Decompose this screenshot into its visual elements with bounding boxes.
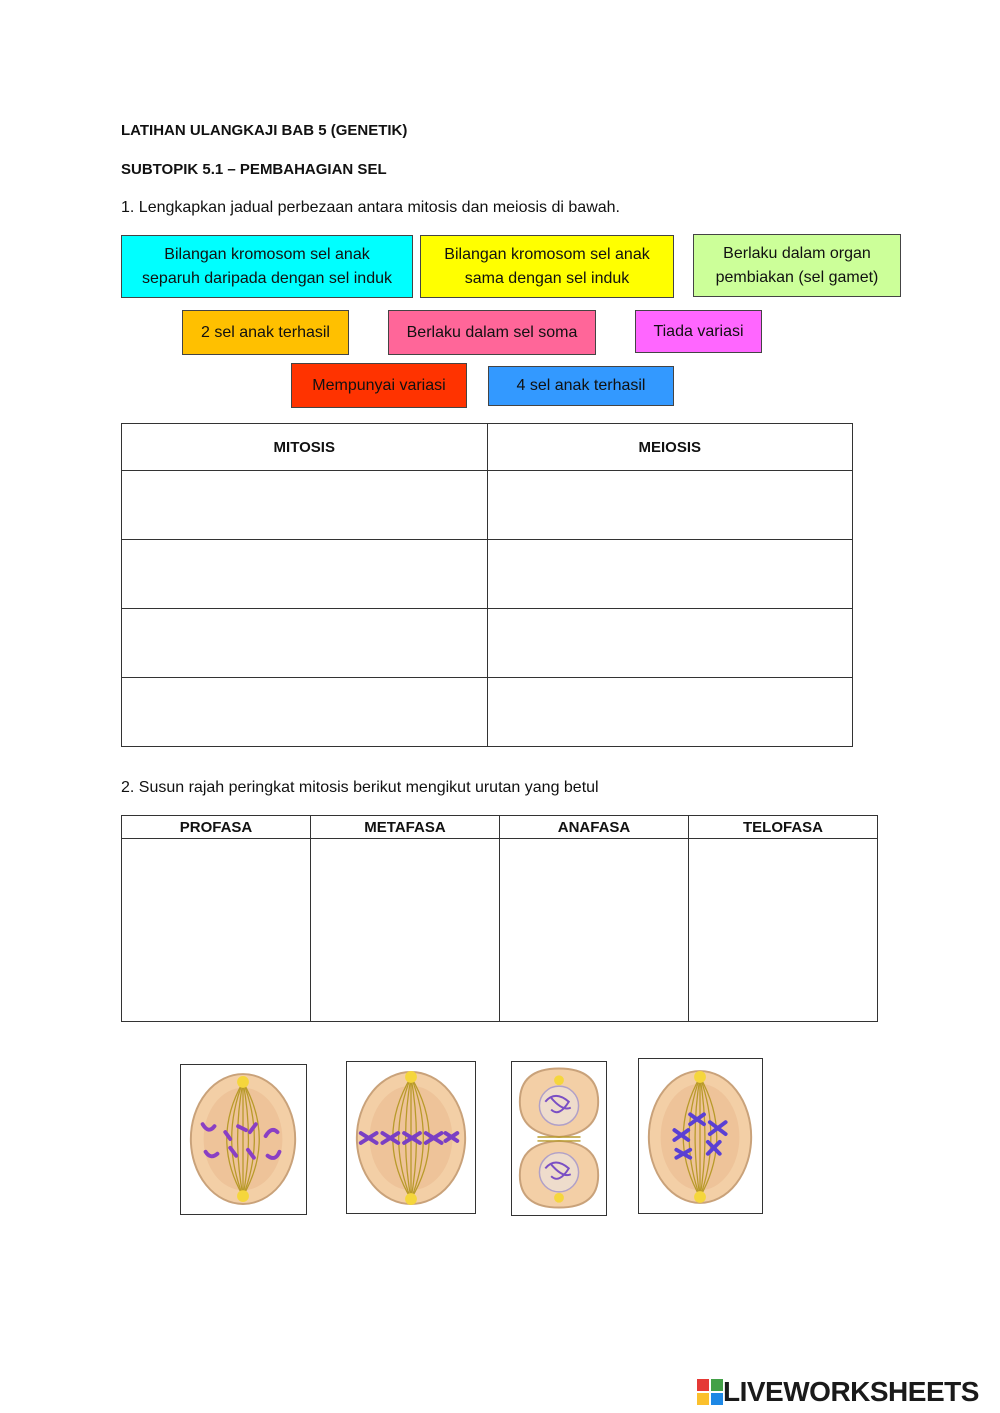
card-line: Bilangan kromosom sel anak (164, 245, 370, 263)
card-line: separuh daripada dengan sel induk (142, 269, 392, 287)
mitosis-meiosis-table (121, 423, 853, 747)
card-line: sama dengan sel induk (464, 269, 630, 287)
header-telofasa: TELOFASA (689, 816, 878, 839)
card-line: pembiakan (sel gamet) (715, 268, 879, 286)
drop-zone[interactable] (487, 609, 853, 678)
card-line: Berlaku dalam organ (723, 244, 871, 262)
drop-zone[interactable] (311, 839, 500, 1022)
drop-zone[interactable] (122, 471, 488, 540)
answer-card-no-variation[interactable] (635, 310, 762, 353)
drop-zone[interactable] (487, 678, 853, 747)
anaphase-cell-icon[interactable] (180, 1064, 307, 1215)
answer-card-same-chromosomes[interactable] (420, 235, 674, 298)
mitosis-stages-table (121, 815, 878, 1022)
header-anafasa: ANAFASA (500, 816, 689, 839)
answer-card-has-variation[interactable] (291, 363, 467, 408)
header-profasa: PROFASA (122, 816, 311, 839)
question-1-text: 1. Lengkapkan jadual perbezaan antara mitosis dan meiosis di bawah. (121, 199, 620, 216)
question-2-text: 2. Susun rajah peringkat mitosis berikut mengikut urutan yang betul (121, 779, 599, 796)
subtopic-heading: SUBTOPIK 5.1 – PEMBAHAGIAN SEL (121, 161, 387, 178)
card-line: Bilangan kromosom sel anak (444, 245, 650, 263)
card-label: Berlaku dalam sel soma (406, 323, 578, 341)
drop-zone[interactable] (122, 678, 488, 747)
drop-zone[interactable] (122, 609, 488, 678)
header-mitosis: MITOSIS (122, 424, 488, 471)
drop-zone[interactable] (500, 839, 689, 1022)
telophase-cell-icon[interactable] (511, 1061, 607, 1216)
card-label: Mempunyai variasi (312, 376, 446, 394)
card-label: 2 sel anak terhasil (201, 323, 330, 341)
drop-zone[interactable] (122, 540, 488, 609)
logo-text: LIVEWORKSHEETS (723, 1376, 979, 1407)
prophase-cell-icon[interactable] (638, 1058, 763, 1214)
drop-zone[interactable] (487, 471, 853, 540)
drop-zone[interactable] (487, 540, 853, 609)
answer-card-four-daughter-cells[interactable] (488, 366, 674, 406)
liveworksheets-logo-icon (697, 1379, 723, 1405)
card-label: Tiada variasi (653, 322, 744, 340)
drop-zone[interactable] (689, 839, 878, 1022)
header-meiosis: MEIOSIS (487, 424, 853, 471)
metaphase-cell-icon[interactable] (346, 1061, 476, 1214)
answer-card-two-daughter-cells[interactable] (182, 310, 349, 355)
answer-card-half-chromosomes[interactable] (121, 235, 413, 298)
liveworksheets-logo (697, 1376, 979, 1408)
answer-card-reproductive-organ[interactable] (693, 234, 901, 297)
answer-card-somatic-cells[interactable] (388, 310, 596, 355)
drop-zone[interactable] (122, 839, 311, 1022)
worksheet-title: LATIHAN ULANGKAJI BAB 5 (GENETIK) (121, 122, 408, 139)
card-label: 4 sel anak terhasil (516, 377, 646, 394)
header-metafasa: METAFASA (311, 816, 500, 839)
